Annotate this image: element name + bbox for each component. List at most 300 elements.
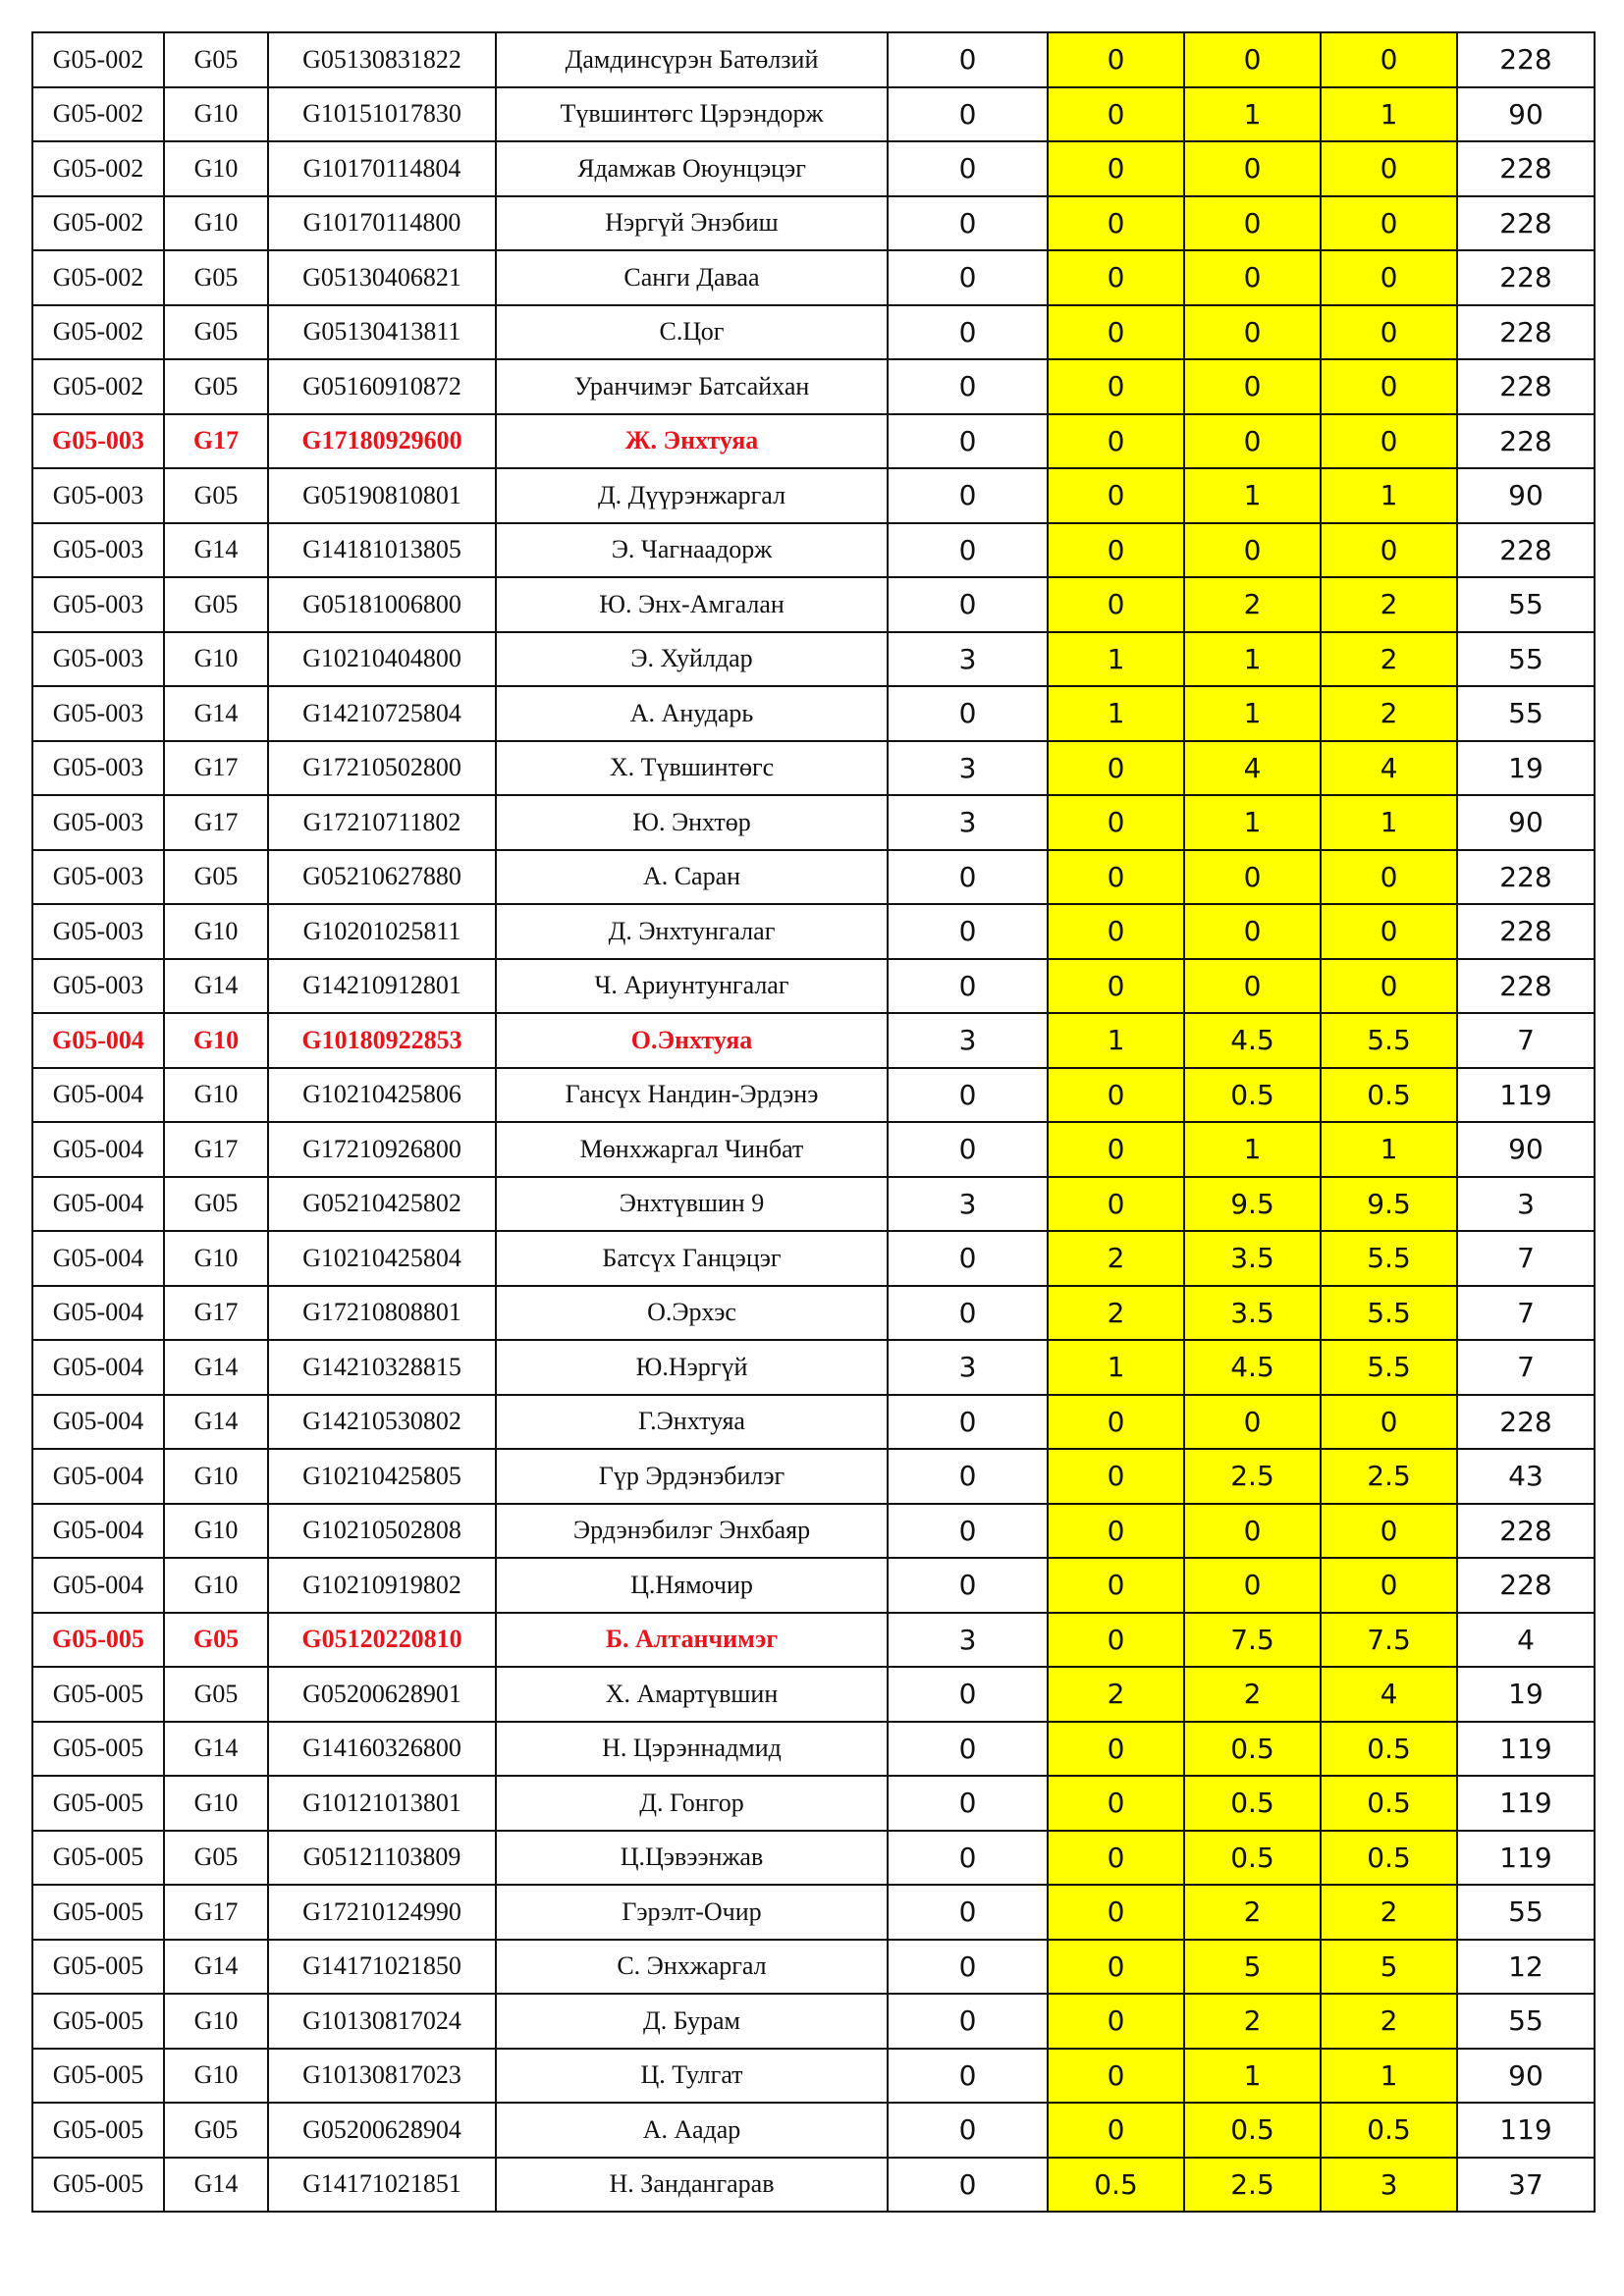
cell-rank: 228	[1457, 523, 1595, 578]
cell-score-0: 0	[888, 686, 1048, 741]
cell-score-0: 0	[888, 1231, 1048, 1286]
cell-total: 5.5	[1321, 1013, 1457, 1068]
cell-id: G14171021851	[268, 2158, 496, 2213]
table-row	[32, 1231, 1595, 1286]
cell-score-0: 0	[888, 1395, 1048, 1450]
cell-name: Гансүх Нандин-Эрдэнэ	[496, 1068, 888, 1123]
cell-group: G10	[164, 1776, 268, 1831]
cell-total: 0	[1321, 141, 1457, 196]
cell-name: Гэрэлт-Очир	[496, 1885, 888, 1940]
cell-id: G10130817024	[268, 1994, 496, 2049]
cell-id: G14181013805	[268, 523, 496, 578]
cell-score-1: 0	[1048, 1449, 1184, 1504]
cell-score-2: 1	[1184, 632, 1321, 687]
table-row	[32, 1558, 1595, 1613]
cell-score-0: 0	[888, 1068, 1048, 1123]
cell-rank: 19	[1457, 1667, 1595, 1722]
cell-score-2: 0	[1184, 850, 1321, 905]
cell-name: Ч. Ариунтунгалаг	[496, 959, 888, 1014]
cell-total: 0.5	[1321, 1831, 1457, 1886]
cell-code: G05-002	[32, 196, 164, 251]
cell-group: G17	[164, 1885, 268, 1940]
cell-group: G17	[164, 1122, 268, 1177]
cell-id: G10210425806	[268, 1068, 496, 1123]
cell-total: 0	[1321, 250, 1457, 305]
cell-total: 1	[1321, 87, 1457, 142]
cell-rank: 37	[1457, 2158, 1595, 2213]
cell-score-2: 0	[1184, 904, 1321, 959]
cell-score-1: 0	[1048, 468, 1184, 523]
cell-code: G05-003	[32, 414, 164, 469]
cell-rank: 90	[1457, 468, 1595, 523]
cell-code: G05-004	[32, 1177, 164, 1232]
cell-score-1: 0	[1048, 359, 1184, 414]
cell-score-1: 0	[1048, 850, 1184, 905]
cell-score-0: 0	[888, 1449, 1048, 1504]
cell-score-0: 0	[888, 1667, 1048, 1722]
cell-score-1: 2	[1048, 1667, 1184, 1722]
cell-score-0: 3	[888, 1340, 1048, 1395]
table-row	[32, 1013, 1595, 1068]
cell-rank: 228	[1457, 359, 1595, 414]
cell-total: 0.5	[1321, 1068, 1457, 1123]
cell-code: G05-004	[32, 1013, 164, 1068]
cell-score-0: 0	[888, 1776, 1048, 1831]
cell-rank: 55	[1457, 1994, 1595, 2049]
cell-rank: 228	[1457, 959, 1595, 1014]
cell-rank: 12	[1457, 1940, 1595, 1995]
cell-score-1: 0	[1048, 1940, 1184, 1995]
cell-rank: 7	[1457, 1231, 1595, 1286]
cell-score-1: 1	[1048, 1340, 1184, 1395]
cell-group: G10	[164, 632, 268, 687]
cell-score-0: 0	[888, 1940, 1048, 1995]
cell-code: G05-003	[32, 850, 164, 905]
cell-group: G05	[164, 1667, 268, 1722]
table-row	[32, 87, 1595, 142]
table-row	[32, 1286, 1595, 1341]
cell-total: 0	[1321, 850, 1457, 905]
cell-group: G14	[164, 1722, 268, 1777]
cell-code: G05-005	[32, 1831, 164, 1886]
cell-group: G14	[164, 959, 268, 1014]
cell-rank: 43	[1457, 1449, 1595, 1504]
cell-score-2: 3.5	[1184, 1286, 1321, 1341]
cell-group: G14	[164, 1340, 268, 1395]
cell-code: G05-002	[32, 87, 164, 142]
cell-rank: 90	[1457, 87, 1595, 142]
table-row	[32, 523, 1595, 578]
cell-name: А. Аадар	[496, 2103, 888, 2158]
cell-id: G05120220810	[268, 1613, 496, 1668]
cell-code: G05-003	[32, 632, 164, 687]
cell-group: G17	[164, 741, 268, 796]
cell-total: 2.5	[1321, 1449, 1457, 1504]
table-row	[32, 577, 1595, 632]
cell-score-2: 0.5	[1184, 2103, 1321, 2158]
cell-score-0: 0	[888, 250, 1048, 305]
cell-total: 0.5	[1321, 2103, 1457, 2158]
cell-score-1: 0	[1048, 577, 1184, 632]
cell-id: G05130831822	[268, 32, 496, 87]
cell-score-1: 1	[1048, 632, 1184, 687]
cell-score-0: 0	[888, 1994, 1048, 2049]
cell-id: G05130406821	[268, 250, 496, 305]
cell-score-2: 0	[1184, 959, 1321, 1014]
table-row	[32, 305, 1595, 360]
cell-group: G10	[164, 1994, 268, 2049]
cell-group: G14	[164, 1940, 268, 1995]
cell-score-0: 0	[888, 904, 1048, 959]
table-row	[32, 1504, 1595, 1559]
cell-score-1: 1	[1048, 1013, 1184, 1068]
cell-name: Дамдинсүрэн Батөлзий	[496, 32, 888, 87]
cell-group: G05	[164, 32, 268, 87]
cell-rank: 228	[1457, 850, 1595, 905]
table-row	[32, 250, 1595, 305]
cell-score-1: 0	[1048, 1722, 1184, 1777]
cell-id: G17210711802	[268, 795, 496, 850]
table-row	[32, 1449, 1595, 1504]
cell-rank: 228	[1457, 250, 1595, 305]
cell-name: Нэргүй Энэбиш	[496, 196, 888, 251]
cell-code: G05-003	[32, 686, 164, 741]
results-table	[31, 31, 1596, 2213]
cell-rank: 55	[1457, 1885, 1595, 1940]
cell-code: G05-004	[32, 1231, 164, 1286]
cell-score-0: 0	[888, 1504, 1048, 1559]
cell-group: G05	[164, 359, 268, 414]
table-row	[32, 359, 1595, 414]
cell-group: G05	[164, 1177, 268, 1232]
cell-total: 3	[1321, 2158, 1457, 2213]
cell-group: G10	[164, 1504, 268, 1559]
table-row	[32, 1776, 1595, 1831]
cell-code: G05-003	[32, 577, 164, 632]
cell-score-1: 0.5	[1048, 2158, 1184, 2213]
cell-total: 0	[1321, 359, 1457, 414]
cell-score-0: 3	[888, 632, 1048, 687]
cell-id: G10201025811	[268, 904, 496, 959]
cell-score-0: 3	[888, 1177, 1048, 1232]
table-row	[32, 741, 1595, 796]
cell-score-2: 0	[1184, 250, 1321, 305]
cell-score-1: 2	[1048, 1231, 1184, 1286]
cell-name: Батсүх Ганцэцэг	[496, 1231, 888, 1286]
cell-name: Н. Зандангарав	[496, 2158, 888, 2213]
cell-rank: 119	[1457, 2103, 1595, 2158]
cell-id: G10210502808	[268, 1504, 496, 1559]
cell-code: G05-005	[32, 1613, 164, 1668]
cell-score-2: 1	[1184, 87, 1321, 142]
cell-score-1: 0	[1048, 1122, 1184, 1177]
cell-id: G10210425804	[268, 1231, 496, 1286]
cell-code: G05-004	[32, 1122, 164, 1177]
cell-name: Ц.Нямочир	[496, 1558, 888, 1613]
cell-group: G14	[164, 523, 268, 578]
cell-name: С.Цог	[496, 305, 888, 360]
cell-name: Энхтүвшин 9	[496, 1177, 888, 1232]
cell-score-2: 2.5	[1184, 1449, 1321, 1504]
cell-code: G05-005	[32, 2049, 164, 2104]
cell-group: G05	[164, 1613, 268, 1668]
cell-id: G14210912801	[268, 959, 496, 1014]
cell-group: G10	[164, 2049, 268, 2104]
cell-total: 5.5	[1321, 1231, 1457, 1286]
cell-group: G10	[164, 196, 268, 251]
cell-score-2: 0.5	[1184, 1831, 1321, 1886]
cell-score-0: 0	[888, 32, 1048, 87]
cell-code: G05-003	[32, 468, 164, 523]
cell-code: G05-004	[32, 1395, 164, 1450]
cell-score-2: 1	[1184, 2049, 1321, 2104]
cell-score-2: 2	[1184, 1667, 1321, 1722]
cell-id: G05210627880	[268, 850, 496, 905]
cell-name: Түвшинтөгс Цэрэндорж	[496, 87, 888, 142]
cell-total: 0.5	[1321, 1776, 1457, 1831]
cell-score-1: 0	[1048, 1613, 1184, 1668]
cell-name: Гүр Эрдэнэбилэг	[496, 1449, 888, 1504]
table-row	[32, 1177, 1595, 1232]
table-row	[32, 196, 1595, 251]
cell-score-2: 1	[1184, 1122, 1321, 1177]
cell-rank: 119	[1457, 1776, 1595, 1831]
table-row	[32, 1613, 1595, 1668]
cell-code: G05-005	[32, 1776, 164, 1831]
cell-total: 0	[1321, 1395, 1457, 1450]
cell-id: G10151017830	[268, 87, 496, 142]
cell-score-0: 3	[888, 795, 1048, 850]
cell-score-0: 0	[888, 1558, 1048, 1613]
cell-group: G05	[164, 1831, 268, 1886]
table-row	[32, 1667, 1595, 1722]
cell-group: G05	[164, 2103, 268, 2158]
cell-code: G05-005	[32, 1940, 164, 1995]
cell-id: G05130413811	[268, 305, 496, 360]
cell-name: Ц.Цэвээнжав	[496, 1831, 888, 1886]
cell-name: Н. Цэрэннадмид	[496, 1722, 888, 1777]
cell-group: G10	[164, 904, 268, 959]
cell-code: G05-003	[32, 795, 164, 850]
cell-rank: 7	[1457, 1013, 1595, 1068]
cell-name: Э. Хуйлдар	[496, 632, 888, 687]
table-row	[32, 1831, 1595, 1886]
cell-id: G10180922853	[268, 1013, 496, 1068]
cell-group: G14	[164, 686, 268, 741]
cell-score-2: 0.5	[1184, 1776, 1321, 1831]
cell-name: Ц. Тулгат	[496, 2049, 888, 2104]
cell-score-0: 0	[888, 1286, 1048, 1341]
cell-score-1: 0	[1048, 1885, 1184, 1940]
cell-total: 0	[1321, 1558, 1457, 1613]
cell-score-1: 0	[1048, 904, 1184, 959]
cell-score-1: 0	[1048, 32, 1184, 87]
cell-group: G05	[164, 850, 268, 905]
cell-id: G14210530802	[268, 1395, 496, 1450]
cell-id: G17210502800	[268, 741, 496, 796]
cell-rank: 119	[1457, 1068, 1595, 1123]
cell-score-0: 0	[888, 196, 1048, 251]
cell-score-0: 0	[888, 359, 1048, 414]
cell-id: G10170114800	[268, 196, 496, 251]
cell-name: Б. Алтанчимэг	[496, 1613, 888, 1668]
cell-id: G10170114804	[268, 141, 496, 196]
cell-rank: 228	[1457, 1558, 1595, 1613]
cell-total: 0	[1321, 523, 1457, 578]
cell-total: 1	[1321, 795, 1457, 850]
cell-score-0: 0	[888, 414, 1048, 469]
cell-rank: 228	[1457, 32, 1595, 87]
cell-name: О.Эрхэс	[496, 1286, 888, 1341]
cell-rank: 228	[1457, 196, 1595, 251]
cell-rank: 55	[1457, 632, 1595, 687]
cell-rank: 119	[1457, 1831, 1595, 1886]
cell-score-1: 0	[1048, 959, 1184, 1014]
cell-score-0: 0	[888, 468, 1048, 523]
cell-rank: 228	[1457, 414, 1595, 469]
cell-name: Д. Гонгор	[496, 1776, 888, 1831]
cell-group: G14	[164, 1395, 268, 1450]
table-row	[32, 2158, 1595, 2213]
cell-score-0: 0	[888, 141, 1048, 196]
cell-name: Э. Чагнаадорж	[496, 523, 888, 578]
cell-score-2: 4.5	[1184, 1340, 1321, 1395]
cell-score-2: 1	[1184, 795, 1321, 850]
cell-group: G10	[164, 87, 268, 142]
cell-total: 0.5	[1321, 1722, 1457, 1777]
cell-group: G10	[164, 141, 268, 196]
table-row	[32, 632, 1595, 687]
cell-name: Ю.Нэргүй	[496, 1340, 888, 1395]
cell-id: G05181006800	[268, 577, 496, 632]
table-row	[32, 959, 1595, 1014]
cell-score-1: 0	[1048, 1558, 1184, 1613]
cell-code: G05-003	[32, 959, 164, 1014]
cell-name: Д. Энхтунгалаг	[496, 904, 888, 959]
cell-score-2: 3.5	[1184, 1231, 1321, 1286]
cell-rank: 55	[1457, 686, 1595, 741]
cell-score-2: 2.5	[1184, 2158, 1321, 2213]
cell-id: G10210919802	[268, 1558, 496, 1613]
cell-code: G05-004	[32, 1340, 164, 1395]
cell-total: 0	[1321, 414, 1457, 469]
cell-code: G05-005	[32, 1994, 164, 2049]
cell-score-2: 7.5	[1184, 1613, 1321, 1668]
cell-code: G05-003	[32, 523, 164, 578]
cell-score-0: 3	[888, 1613, 1048, 1668]
cell-score-2: 0.5	[1184, 1722, 1321, 1777]
cell-score-1: 0	[1048, 741, 1184, 796]
cell-total: 2	[1321, 632, 1457, 687]
cell-score-1: 1	[1048, 686, 1184, 741]
cell-group: G05	[164, 250, 268, 305]
cell-name: Д. Дүүрэнжаргал	[496, 468, 888, 523]
cell-score-0: 0	[888, 2158, 1048, 2213]
cell-name: Санги Даваа	[496, 250, 888, 305]
cell-group: G10	[164, 1013, 268, 1068]
table-row	[32, 795, 1595, 850]
cell-code: G05-002	[32, 250, 164, 305]
table-row	[32, 32, 1595, 87]
table-row	[32, 1885, 1595, 1940]
cell-id: G14210725804	[268, 686, 496, 741]
cell-score-0: 0	[888, 959, 1048, 1014]
cell-score-0: 0	[888, 577, 1048, 632]
cell-score-1: 0	[1048, 2049, 1184, 2104]
cell-id: G17210926800	[268, 1122, 496, 1177]
cell-score-1: 2	[1048, 1286, 1184, 1341]
cell-total: 4	[1321, 741, 1457, 796]
cell-group: G10	[164, 1231, 268, 1286]
cell-score-1: 0	[1048, 1395, 1184, 1450]
cell-score-1: 0	[1048, 2103, 1184, 2158]
cell-score-2: 0	[1184, 141, 1321, 196]
cell-score-0: 0	[888, 2103, 1048, 2158]
cell-id: G05160910872	[268, 359, 496, 414]
table-row	[32, 1994, 1595, 2049]
cell-total: 9.5	[1321, 1177, 1457, 1232]
cell-name: Х. Амартүвшин	[496, 1667, 888, 1722]
cell-score-2: 0	[1184, 305, 1321, 360]
cell-group: G17	[164, 1286, 268, 1341]
cell-total: 1	[1321, 2049, 1457, 2104]
cell-score-0: 0	[888, 305, 1048, 360]
cell-score-0: 0	[888, 1722, 1048, 1777]
cell-name: Ю. Энхтөр	[496, 795, 888, 850]
cell-score-2: 0.5	[1184, 1068, 1321, 1123]
cell-total: 4	[1321, 1667, 1457, 1722]
cell-score-0: 3	[888, 741, 1048, 796]
cell-rank: 90	[1457, 2049, 1595, 2104]
cell-code: G05-002	[32, 305, 164, 360]
cell-score-2: 5	[1184, 1940, 1321, 1995]
table-row	[32, 2049, 1595, 2104]
cell-name: Уранчимэг Батсайхан	[496, 359, 888, 414]
cell-group: G17	[164, 795, 268, 850]
cell-name: Ю. Энх-Амгалан	[496, 577, 888, 632]
cell-score-2: 2	[1184, 1885, 1321, 1940]
cell-total: 0	[1321, 305, 1457, 360]
cell-rank: 7	[1457, 1340, 1595, 1395]
cell-rank: 7	[1457, 1286, 1595, 1341]
cell-id: G14160326800	[268, 1722, 496, 1777]
table-row	[32, 414, 1595, 469]
cell-name: Х. Түвшинтөгс	[496, 741, 888, 796]
cell-score-1: 0	[1048, 196, 1184, 251]
cell-code: G05-003	[32, 904, 164, 959]
cell-name: Ядамжав Оюунцэцэг	[496, 141, 888, 196]
cell-code: G05-002	[32, 359, 164, 414]
cell-score-2: 9.5	[1184, 1177, 1321, 1232]
cell-score-0: 3	[888, 1013, 1048, 1068]
cell-score-2: 0	[1184, 523, 1321, 578]
cell-score-2: 0	[1184, 1558, 1321, 1613]
cell-id: G05121103809	[268, 1831, 496, 1886]
cell-total: 1	[1321, 468, 1457, 523]
cell-group: G10	[164, 1449, 268, 1504]
table-row	[32, 1940, 1595, 1995]
cell-rank: 119	[1457, 1722, 1595, 1777]
cell-code: G05-004	[32, 1449, 164, 1504]
cell-total: 2	[1321, 1885, 1457, 1940]
cell-total: 5.5	[1321, 1286, 1457, 1341]
cell-score-2: 0	[1184, 1395, 1321, 1450]
cell-rank: 90	[1457, 1122, 1595, 1177]
cell-total: 0	[1321, 904, 1457, 959]
cell-id: G05190810801	[268, 468, 496, 523]
table-row	[32, 1340, 1595, 1395]
cell-score-1: 0	[1048, 305, 1184, 360]
